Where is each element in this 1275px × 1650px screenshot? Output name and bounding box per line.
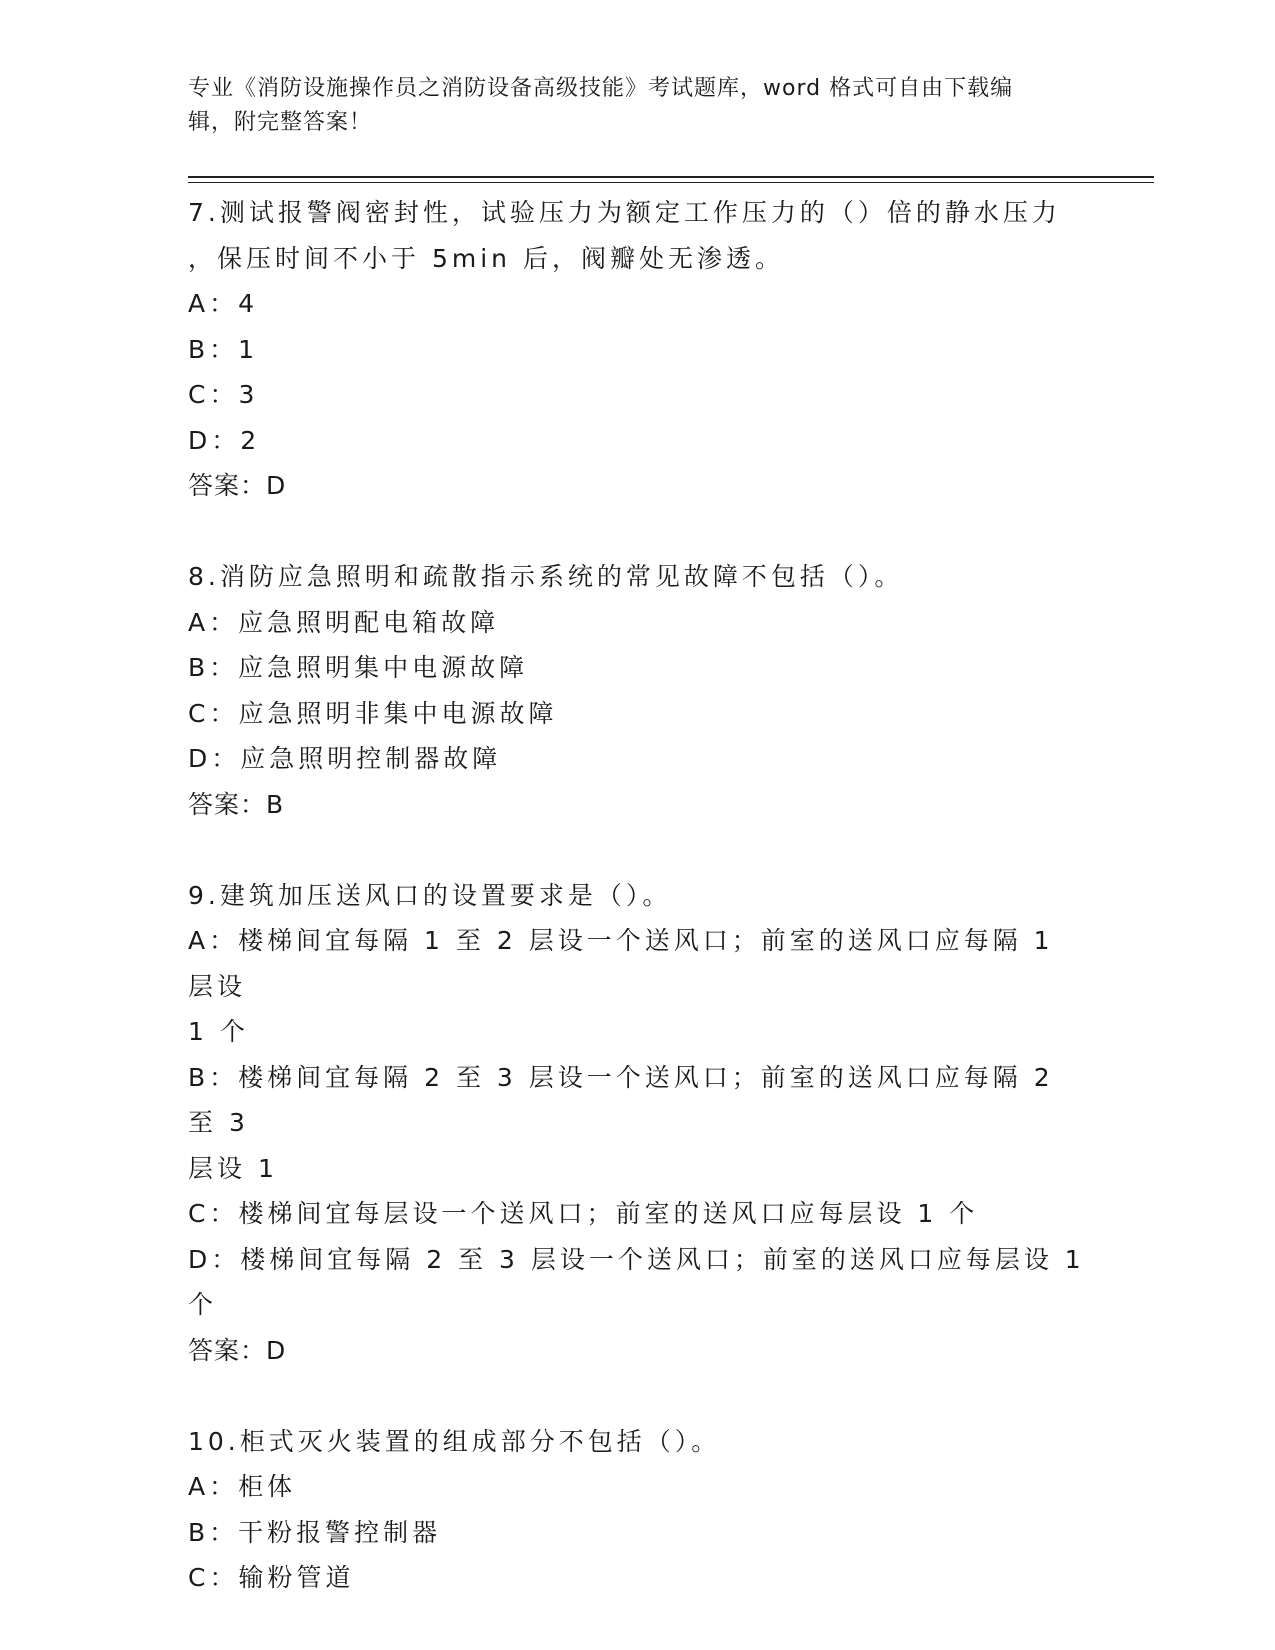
- question-8: [188, 554, 1088, 827]
- question-stem: 9.建筑加压送风口的设置要求是（）。: [188, 880, 672, 910]
- option-c: C：应急照明非集中电源故障: [188, 698, 558, 728]
- answer: 答案：D: [188, 1335, 287, 1365]
- option-a: A：楼梯间宜每隔 1 至 2 层设一个送风口；前室的送风口应每隔 1 层设: [188, 926, 1066, 1001]
- option-b: B：楼梯间宜每隔 2 至 3 层设一个送风口；前室的送风口应每隔 2 至 3: [188, 1062, 1066, 1137]
- option-a-continued: 1 个: [188, 1017, 249, 1046]
- answer: 答案：B: [188, 789, 285, 819]
- document-header: [188, 72, 1088, 140]
- option-a: A：应急照明配电箱故障: [188, 607, 500, 637]
- option-b-continued: 层设 1: [188, 1153, 278, 1183]
- question-stem: 10.柜式灭火装置的组成部分不包括（）。: [188, 1426, 721, 1456]
- option-c: C：3: [188, 380, 259, 409]
- option-a: A：4: [188, 289, 259, 318]
- header-divider-thick: [188, 176, 1154, 178]
- question-stem: 8.消防应急照明和疏散指示系统的常见故障不包括（）。: [188, 562, 904, 591]
- option-b: B：1: [188, 334, 259, 364]
- option-b: B：干粉报警控制器: [188, 1517, 442, 1547]
- header-divider-thin: [188, 182, 1154, 183]
- option-c: C：楼梯间宜每层设一个送风口；前室的送风口应每层设 1 个: [188, 1199, 979, 1228]
- option-b: B：应急照明集中电源故障: [188, 653, 529, 682]
- question-7: [188, 190, 1088, 508]
- question-list: [188, 190, 1097, 1647]
- question-stem: ，保压时间不小于 5min 后，阀瓣处无渗透。: [188, 243, 784, 273]
- option-d: D：应急照明控制器故障: [188, 744, 502, 773]
- option-d: D：2: [188, 425, 261, 455]
- option-a: A：柜体: [188, 1472, 297, 1501]
- option-d: D：楼梯间宜每隔 2 至 3 层设一个送风口；前室的送风口应每层设 1 个: [188, 1244, 1097, 1319]
- question-stem: 7.测试报警阀密封性，试验压力为额定工作压力的（）倍的静水压力: [188, 198, 1061, 227]
- header-line-2: 辑，附完整答案！: [188, 110, 373, 135]
- header-line-1: 专业《消防设施操作员之消防设备高级技能》考试题库，word 格式可自由下载编: [188, 76, 1014, 101]
- question-10: [188, 1419, 1088, 1601]
- answer: 答案：D: [188, 471, 287, 500]
- option-c: C：输粉管道: [188, 1563, 355, 1592]
- question-9: [188, 873, 1097, 1373]
